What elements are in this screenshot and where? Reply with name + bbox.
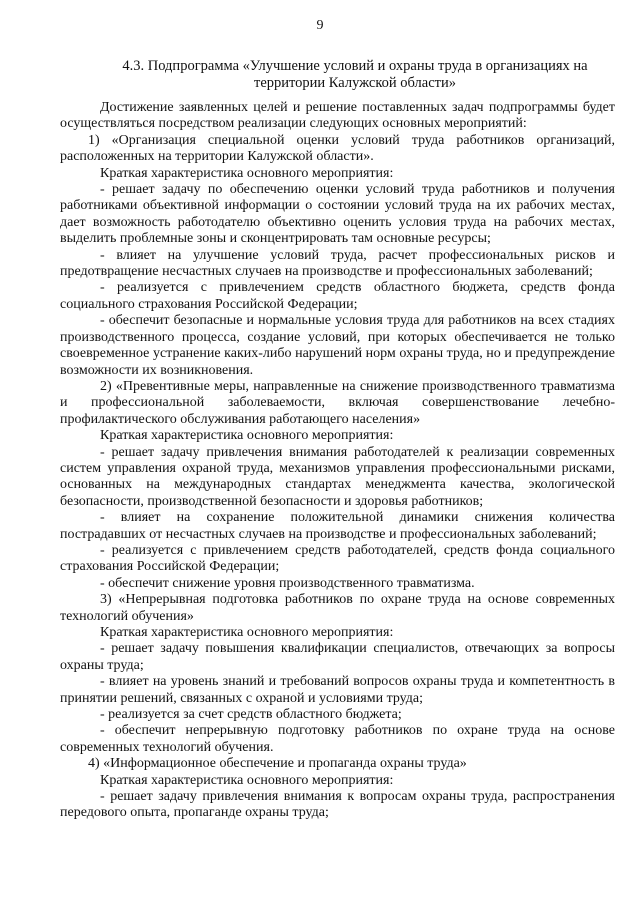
paragraph: 3) «Непрерывная подготовка работников по охране труда на основе современных технологий обучения» [60,592,615,624]
paragraph: - влияет на уровень знаний и требований вопросов охраны труда и компетентность в принятии решений, связанных с охраной и условиями труда; [60,674,615,706]
paragraph: - решает задачу повышения квалификации специалистов, отвечающих за вопросы охраны труда; [60,641,615,673]
paragraph: Краткая характеристика основного мероприятия: [100,428,394,444]
paragraph: - обеспечит снижение уровня производственного травматизма. [100,575,475,591]
paragraph: - реализуется за счет средств областного бюджета; [100,707,402,723]
paragraph: 4) «Информационное обеспечение и пропаганда охраны труда» [88,756,467,772]
paragraph: - реализуется с привлечением средств областного бюджета, средств фонда социального страхования Российской Федерации; [60,280,615,312]
paragraph: - обеспечит непрерывную подготовку работников по охране труда на основе современных технологий обучения. [60,723,615,755]
paragraph: - решает задачу по обеспечению оценки условий труда работников и получения работниками объективной информации о состоянии условий труда на их рабочих местах, дает возможность работодателю объективно оценить условия труда на рабочих местах, выделить проблемные зоны и сконцентрировать там основные ресурсы; [60,182,615,247]
paragraph: Краткая характеристика основного мероприятия: [100,625,394,640]
paragraph: - влияет на сохранение положительной динамики снижения количества пострадавших от несчастных случаев на производстве и профессиональных заболеваний; [60,510,615,542]
paragraph: Краткая характеристика основного мероприятия: [100,165,394,181]
paragraph: - решает задачу привлечения внимания работодателей к реализации современных систем управления охраной труда, механизмов управления профессиональными рисками, основанных на международных стандартах менеджмента качества, экологической безопасности, производственной безопасности и здоровья работников; [60,444,615,509]
paragraph: - обеспечит безопасные и нормальные условия труда для работников на всех стадиях производственного процесса, создание условий, при которых обеспечивается не только своевременное устранение каких-либо нарушений норм охраны труда, но и предупреждение возможности их возникновения. [60,313,615,378]
paragraph: - реализуется с привлечением средств работодателей, средств фонда социального страхования Российской Федерации; [60,542,615,575]
paragraph: - влияет на улучшение условий труда, расчет профессиональных рисков и предотвращение несчастных случаев на производстве и профессиональных заболеваний; [60,247,615,280]
paragraph: 2) «Превентивные меры, направленные на снижение производственного травматизма и профессиональной заболеваемости, включая совершенствование лечебно-профилактического обслуживания работающего населения» [60,378,615,427]
paragraph: Краткая характеристика основного мероприятия: [100,772,394,788]
paragraph: 1) «Организация специальной оценки условий труда работников организаций, расположенных на территории Калужской области». [60,132,615,165]
document-body [60,100,615,822]
section-title: 4.3. Подпрограмма «Улучшение условий и охраны труда в организациях на территории Калужской области» [122,58,588,91]
paragraph: Достижение заявленных целей и решение поставленных задач подпрограммы будет осуществляться посредством реализации следующих основных мероприятий: [60,100,615,132]
page-number: 9 [316,18,324,33]
paragraph: - решает задачу привлечения внимания к вопросам охраны труда, распространения передового опыта, пропаганде охраны труда; [60,789,615,821]
